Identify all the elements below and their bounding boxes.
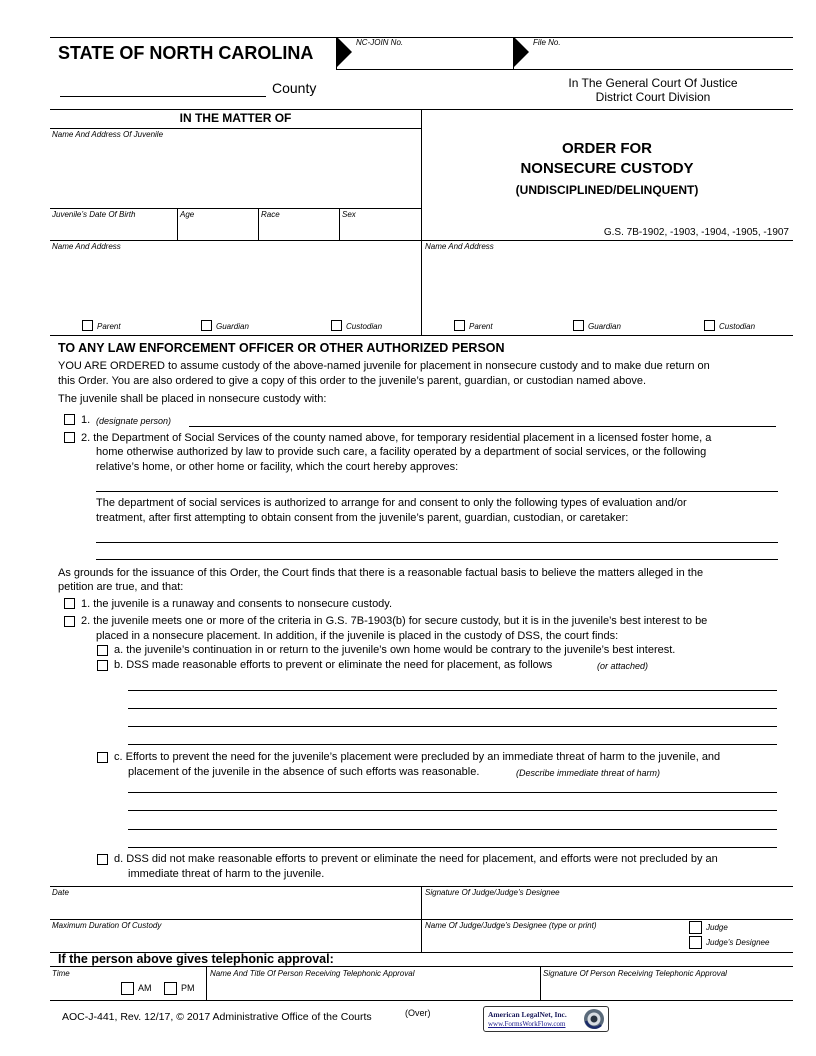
top-rule [50, 37, 793, 38]
party2-name-input[interactable] [425, 254, 791, 314]
dss-line-1: The department of social services is authorized to arrange for and consent to only the following types of evaluation and/or [96, 497, 687, 509]
county-input[interactable] [60, 96, 266, 97]
state-title: STATE OF NORTH CAROLINA [58, 43, 314, 63]
party1-name-label: Name And Address [52, 242, 121, 251]
nc-join-arrow-icon [337, 37, 352, 67]
nc-join-input[interactable] [352, 48, 510, 68]
order-para-3: The juvenile shall be placed in nonsecure custody with: [58, 393, 327, 405]
ground-2-checkbox[interactable] [64, 616, 75, 627]
party2-name-label: Name And Address [425, 242, 494, 251]
party1-custodian-label: Custodian [346, 322, 383, 331]
party2-parent-label: Parent [469, 322, 493, 331]
party2-custodian-label: Custodian [719, 322, 756, 331]
date-input[interactable] [52, 898, 418, 918]
judge-option-label: Judge [706, 923, 728, 932]
finding-b-input-2[interactable] [128, 708, 777, 709]
finding-b-note: (or attached) [597, 661, 649, 671]
evaluation-input-1[interactable] [96, 542, 778, 543]
relative-home-input[interactable] [96, 491, 778, 492]
ground-1-text: 1. the juvenile is a runaway and consents to nonsecure custody. [81, 598, 393, 610]
option-2-line-1: 2. the Department of Social Services of the county named above, for temporary residential placement in a licensed foster home, a [81, 432, 712, 444]
statute-ref: G.S. 7B-1902, -1903, -1904, -1905, -1907 [603, 227, 789, 238]
court-line-2: District Court Division [595, 90, 711, 104]
receiver-signature-input[interactable] [543, 980, 791, 998]
finding-c-input-2[interactable] [128, 810, 777, 811]
designee-option-label: Judge’s Designee [706, 938, 770, 947]
finding-b-input-1[interactable] [128, 690, 777, 691]
telephonic-heading-rule [50, 966, 793, 967]
dss-line-2: treatment, after first attempting to obtain consent from the juvenile’s parent, guardian, custodian, or caretaker: [96, 512, 629, 524]
juvenile-name-label: Name And Address Of Juvenile [52, 130, 164, 139]
dob-row-top [50, 208, 421, 209]
ground-2-line-1: 2. the juvenile meets one or more of the criteria in G.S. 7B-1903(b) for secure custody, but it is in the juvenile’s best interest to be [81, 615, 708, 627]
receiver-signature-label: Signature Of Person Receiving Telephonic Approval [543, 969, 727, 978]
party1-custodian-checkbox[interactable] [331, 320, 342, 331]
am-checkbox[interactable] [121, 982, 134, 995]
finding-c-note: (Describe immediate threat of harm) [516, 768, 661, 778]
finding-b-checkbox[interactable] [97, 660, 108, 671]
dob-divider-1 [177, 208, 178, 240]
finding-a-text: a. the juvenile’s continuation in or return to the juvenile’s own home would be contrary to the juvenile’s best interest. [114, 644, 676, 656]
sex-label: Sex [342, 210, 356, 219]
duration-label: Maximum Duration Of Custody [52, 921, 162, 930]
party1-name-input[interactable] [52, 254, 418, 314]
court-line-1: In The General Court Of Justice [568, 76, 738, 90]
legalnet-logo [483, 1006, 609, 1032]
matter-heading: IN THE MATTER OF [179, 111, 292, 125]
file-divider [513, 37, 514, 69]
option-1-num: 1. [81, 414, 91, 426]
logo-line-1: American LegalNet, Inc. [488, 1010, 567, 1019]
grounds-intro-1: As grounds for the issuance of this Order, the Court finds that there is a reasonable factual basis to believe the matters alleged in the [58, 567, 704, 579]
order-top-rule [50, 335, 793, 336]
finding-c-input-4[interactable] [128, 847, 777, 848]
file-arrow-icon [514, 37, 529, 67]
option-1-checkbox[interactable] [64, 414, 75, 425]
finding-c-line-1: c. Efforts to prevent the need for the juvenile’s placement were precluded by an immediate threat of harm to the juvenile, and [114, 751, 721, 763]
dob-divider-3 [339, 208, 340, 240]
option-1-label: (designate person) [96, 416, 172, 426]
party1-guardian-checkbox[interactable] [201, 320, 212, 331]
logo-emblem-icon [583, 1008, 605, 1030]
juvenile-name-input[interactable] [52, 142, 418, 206]
judge-signature-input[interactable] [425, 898, 791, 918]
finding-b-input-3[interactable] [128, 726, 777, 727]
title-line-3: (UNDISCIPLINED/DELINQUENT) [515, 183, 699, 197]
title-line-2: NONSECURE CUSTODY [520, 160, 694, 177]
race-label: Race [261, 210, 280, 219]
matter-heading-rule [50, 128, 421, 129]
finding-c-input-3[interactable] [128, 829, 777, 830]
ground-1-checkbox[interactable] [64, 598, 75, 609]
party1-parent-label: Parent [97, 322, 121, 331]
time-label: Time [52, 969, 70, 978]
file-no-label: File No. [533, 38, 561, 47]
finding-d-checkbox[interactable] [97, 854, 108, 865]
telephonic-heading: If the person above gives telephonic approval: [58, 952, 334, 966]
receiver-name-label: Name And Title Of Person Receiving Telephonic Approval [210, 969, 415, 978]
finding-c-input-1[interactable] [128, 792, 777, 793]
grounds-intro-2: petition are true, and that: [58, 581, 184, 593]
receiver-name-input[interactable] [210, 980, 536, 998]
finding-b-input-4[interactable] [128, 744, 777, 745]
telephonic-divider-1 [206, 966, 207, 1000]
header-sep-right [336, 69, 793, 70]
county-label: County [272, 80, 317, 96]
over-label: (Over) [405, 1008, 431, 1018]
finding-c-line-2: placement of the juvenile in the absence of such efforts was reasonable. [128, 766, 480, 778]
order-para-2: this Order. You are also ordered to give a copy of this order to the juvenile’s parent, guardian, or custodian named above. [58, 375, 647, 387]
dob-label: Juvenile’s Date Of Birth [52, 210, 136, 219]
nc-join-divider [336, 37, 337, 69]
parties-top-rule [50, 240, 793, 241]
party2-parent-checkbox[interactable] [454, 320, 465, 331]
judge-signature-label: Signature Of Judge/Judge’s Designee [425, 888, 560, 897]
nc-join-label: NC-JOIN No. [356, 38, 404, 47]
party2-guardian-label: Guardian [588, 322, 621, 331]
option-2-checkbox[interactable] [64, 432, 75, 443]
finding-d-line-1: d. DSS did not make reasonable efforts to prevent or eliminate the need for placement, and efforts were not precluded by an [114, 853, 718, 865]
dob-divider-2 [258, 208, 259, 240]
party2-custodian-checkbox[interactable] [704, 320, 715, 331]
form-id: AOC-J-441, Rev. 12/17, © 2017 Administrative Office of the Courts [62, 1011, 372, 1023]
logo-line-2: www.FormsWorkFlow.com [488, 1020, 566, 1028]
order-heading: TO ANY LAW ENFORCEMENT OFFICER OR OTHER AUTHORIZED PERSON [58, 341, 505, 355]
finding-d-line-2: immediate threat of harm to the juvenile. [128, 868, 325, 880]
title-line-1: ORDER FOR [562, 140, 652, 157]
judge-name-label: Name Of Judge/Judge’s Designee (type or print) [425, 921, 597, 930]
party2-guardian-checkbox[interactable] [573, 320, 584, 331]
pm-checkbox[interactable] [164, 982, 177, 995]
designee-checkbox[interactable] [689, 936, 702, 949]
finding-a-checkbox[interactable] [97, 645, 108, 656]
duration-input[interactable] [52, 931, 418, 951]
designate-person-input[interactable] [189, 426, 776, 427]
am-label: AM [138, 983, 152, 993]
party1-guardian-label: Guardian [216, 322, 249, 331]
evaluation-input-2[interactable] [96, 559, 778, 560]
option-2-line-2: home otherwise authorized by law to provide such care, a facility operated by a department of social services, or the following [96, 446, 707, 458]
age-label: Age [180, 210, 195, 219]
party1-parent-checkbox[interactable] [82, 320, 93, 331]
order-para-1: YOU ARE ORDERED to assume custody of the above-named juvenile for placement in nonsecure custody and to make due return on [58, 360, 710, 372]
signature-mid-rule [50, 919, 793, 920]
finding-b-text: b. DSS made reasonable efforts to prevent or eliminate the need for placement, as follows [114, 659, 553, 671]
date-label: Date [52, 888, 69, 897]
judge-checkbox[interactable] [689, 921, 702, 934]
file-no-input[interactable] [530, 48, 792, 68]
telephonic-bottom-rule [50, 1000, 793, 1001]
ground-2-line-2: placed in a nonsecure placement. In addition, if the juvenile is placed in the custody of DSS, the court finds: [96, 630, 619, 642]
finding-c-checkbox[interactable] [97, 752, 108, 763]
judge-name-input[interactable] [425, 931, 680, 951]
option-2-line-3: relative’s home, or other home or facility, which the court hereby approves: [96, 461, 459, 473]
telephonic-divider-2 [540, 966, 541, 1000]
pm-label: PM [181, 983, 195, 993]
